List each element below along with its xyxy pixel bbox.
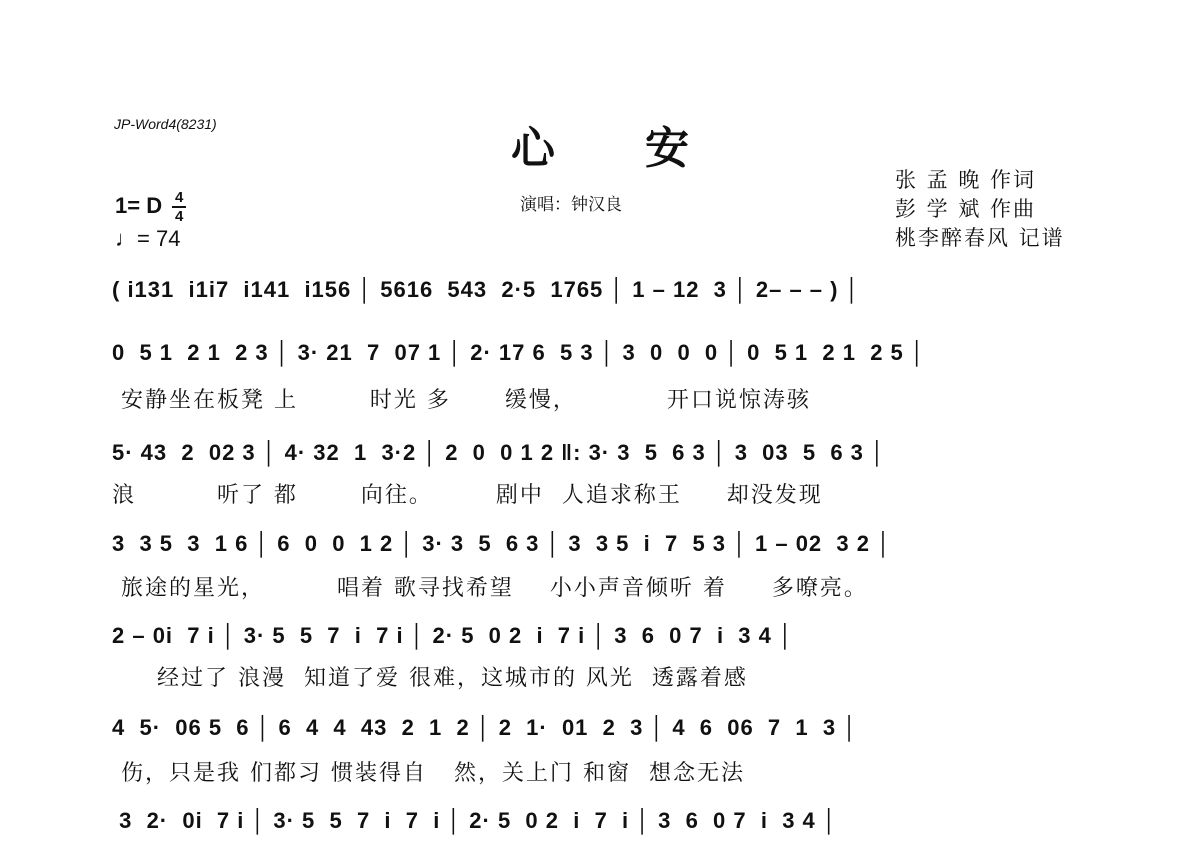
- source-label: JP-Word4(8231): [114, 116, 217, 132]
- score-row-notes: 2 – 0i 7 i │ 3· 5 5 7 i 7 i │ 2· 5 0 2 i 7 i │ 3 6 0 7 i 3 4 │: [112, 623, 794, 648]
- composer-credit: 彭 学 斌 作曲: [895, 197, 1037, 221]
- transcriber-credit: 桃李醉春风 记谱: [895, 226, 1065, 250]
- time-numerator: 4: [175, 189, 184, 206]
- song-title: 心安: [511, 123, 779, 174]
- key-signature: [115, 190, 186, 224]
- singer-credit: 演唱：钟汉良: [520, 195, 622, 215]
- score-row-lyrics: 伤，只是我 们都习 惯装得自 然，关上门 和窗 想念无法: [112, 761, 745, 786]
- score-row-notes: 3 3 5 3 1 6 │ 6 0 0 1 2 │ 3· 3 5 6 3 │ 3 3 5 i 7 5 3 │ 1 – 02 3 2 │: [112, 531, 892, 556]
- time-signature: [172, 190, 186, 224]
- credits-block: [895, 166, 1065, 253]
- score-row-notes: ( i131 i1i7 i141 i156 │ 5616 543 2·5 1765 │ 1 – 12 3 │ 2– – – ) │: [112, 277, 861, 302]
- score-row-notes: 3 2· 0i 7 i │ 3· 5 5 7 i 7 i │ 2· 5 0 2 i 7 i │ 3 6 0 7 i 3 4 │: [112, 808, 838, 833]
- score-row-notes: 5· 43 2 02 3 │ 4· 32 1 3·2 │ 2 0 0 1 2 ‖: 3· 3 5 6 3 │ 3 03 5 6 3 │: [112, 440, 886, 465]
- score-row-lyrics: 浪 听了 都 向往。 剧中 人追求称王 却没发现: [112, 483, 823, 508]
- score-row-notes: 4 5· 06 5 6 │ 6 4 4 43 2 1 2 │ 2 1· 01 2 3 │ 4 6 06 7 1 3 │: [112, 715, 858, 740]
- score-row-notes: 0 5 1 2 1 2 3 │ 3· 21 7 07 1 │ 2· 17 6 5 3 │ 3 0 0 0 │ 0 5 1 2 1 2 5 │: [112, 340, 926, 365]
- score-row-lyrics: 旅途的星光， 唱着 歌寻找希望 小小声音倾听 着 多嘹亮。: [112, 576, 868, 601]
- lyricist-credit: 张 孟 晚 作词: [895, 168, 1037, 192]
- tempo-marking: ♩= 74: [115, 226, 181, 251]
- time-denominator: 4: [175, 208, 184, 225]
- key-label: 1= D: [115, 192, 163, 218]
- score-row-lyrics: 经过了 浪漫 知道了爱 很难，这城市的 风光 透露着感: [112, 666, 748, 691]
- score-row-lyrics: 安静坐在板凳 上 时光 多 缓慢， 开口说惊涛骇: [112, 388, 811, 413]
